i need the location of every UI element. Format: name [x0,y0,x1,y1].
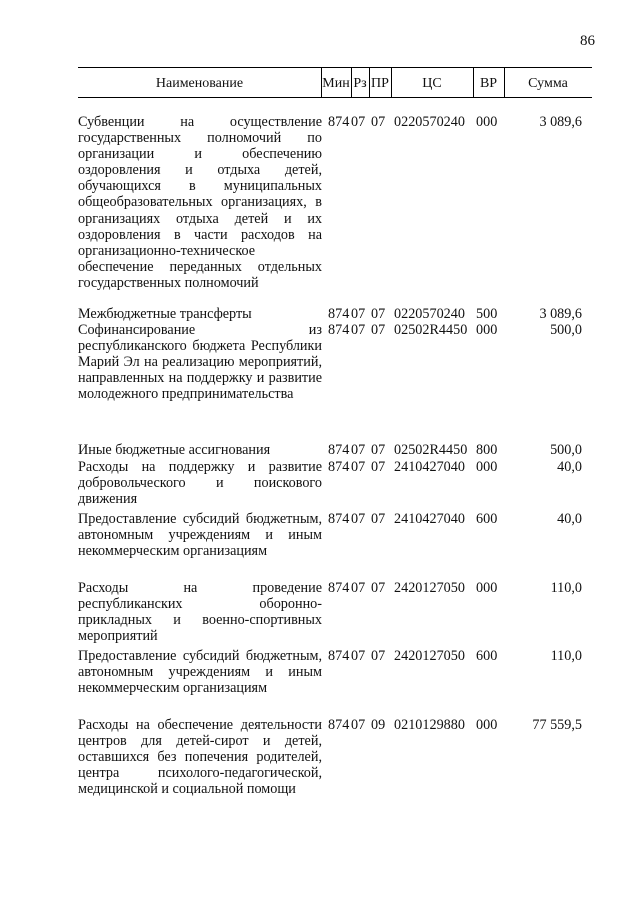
row-rz: 07 [351,306,366,322]
row-sum: 110,0 [550,580,582,596]
row-sum: 3 089,6 [539,114,582,130]
row-pr: 07 [371,114,386,130]
header-sum: Сумма [528,76,568,91]
header-pr: ПР [371,76,389,91]
row-name: Расходы на поддержку и развитие добровольческого и поискового движения [78,459,322,508]
row-min: 874 [328,114,350,130]
row-rz: 07 [351,648,366,664]
row-min: 874 [328,322,350,338]
header-name: Наименование [155,76,244,91]
row-sum: 110,0 [550,648,582,664]
row-name: Расходы на обеспечение деятельности центров для детей-сирот и детей, оставшихся без попечения родителей, центра психолого-педагогической, медицинской и социальной помощи [78,717,322,798]
row-rz: 07 [351,114,366,130]
header-cs: ЦС [422,76,442,91]
row-cs: 02502R4450 [394,322,468,338]
row-pr: 07 [371,511,386,527]
row-sum: 500,0 [550,322,582,338]
row-cs: 0220570240 [394,114,465,130]
row-pr: 09 [371,717,386,733]
row-sum: 500,0 [550,442,582,458]
row-rz: 07 [351,717,366,733]
row-name: Предоставление субсидий бюджетным, автономным учреждениям и иным некоммерческим организациям [78,511,322,560]
row-min: 874 [328,511,350,527]
row-cs: 2410427040 [394,459,465,475]
row-cs: 0220570240 [394,306,465,322]
row-pr: 07 [371,306,386,322]
row-name: Предоставление субсидий бюджетным, автономным учреждениям и иным некоммерческим организациям [78,648,322,697]
header-rz: Рз [353,76,367,91]
row-vr: 000 [476,322,498,338]
page-number: 86 [580,33,595,49]
row-cs: 2420127050 [394,648,465,664]
header-vr: ВР [479,76,498,91]
row-pr: 07 [371,322,386,338]
row-min: 874 [328,648,350,664]
row-min: 874 [328,717,350,733]
row-rz: 07 [351,511,366,527]
row-pr: 07 [371,442,386,458]
row-rz: 07 [351,322,366,338]
row-vr: 000 [476,580,498,596]
row-rz: 07 [351,580,366,596]
header-top-rule [78,67,592,68]
row-vr: 000 [476,717,498,733]
row-vr: 600 [476,511,498,527]
row-vr: 600 [476,648,498,664]
row-cs: 2420127050 [394,580,465,596]
row-min: 874 [328,442,350,458]
row-name: Софинансирование из республиканского бюджета Республики Марий Эл на реализацию мероприятий, направленных на поддержку и развитие молодежного предпринимательства [78,322,322,403]
row-vr: 500 [476,306,498,322]
row-sum: 40,0 [557,459,582,475]
row-min: 874 [328,580,350,596]
row-rz: 07 [351,442,366,458]
row-cs: 2410427040 [394,511,465,527]
row-name: Межбюджетные трансферты [78,306,252,322]
row-sum: 40,0 [557,511,582,527]
header-min: Мин [322,76,350,91]
row-rz: 07 [351,459,366,475]
row-name: Расходы на проведение республиканских оборонно-прикладных и военно-спортивных мероприятий [78,580,322,645]
row-min: 874 [328,459,350,475]
row-cs: 0210129880 [394,717,465,733]
row-vr: 800 [476,442,498,458]
row-pr: 07 [371,580,386,596]
row-vr: 000 [476,114,498,130]
header-bottom-rule [78,97,592,98]
row-name: Субвенции на осуществление государственных полномочий по организации и обеспечению оздоровления и отдыха детей, обучающихся в муниципальных общеобразовательных организациях, в организациях отдыха детей и их оздоровления в части расходов на организационно-техническое обеспечение переданных отдельных государственных полномочий [78,114,322,291]
row-min: 874 [328,306,350,322]
row-sum: 77 559,5 [532,717,582,733]
row-pr: 07 [371,648,386,664]
row-cs: 02502R4450 [394,442,468,458]
row-sum: 3 089,6 [539,306,582,322]
row-vr: 000 [476,459,498,475]
row-name: Иные бюджетные ассигнования [78,442,271,458]
row-pr: 07 [371,459,386,475]
